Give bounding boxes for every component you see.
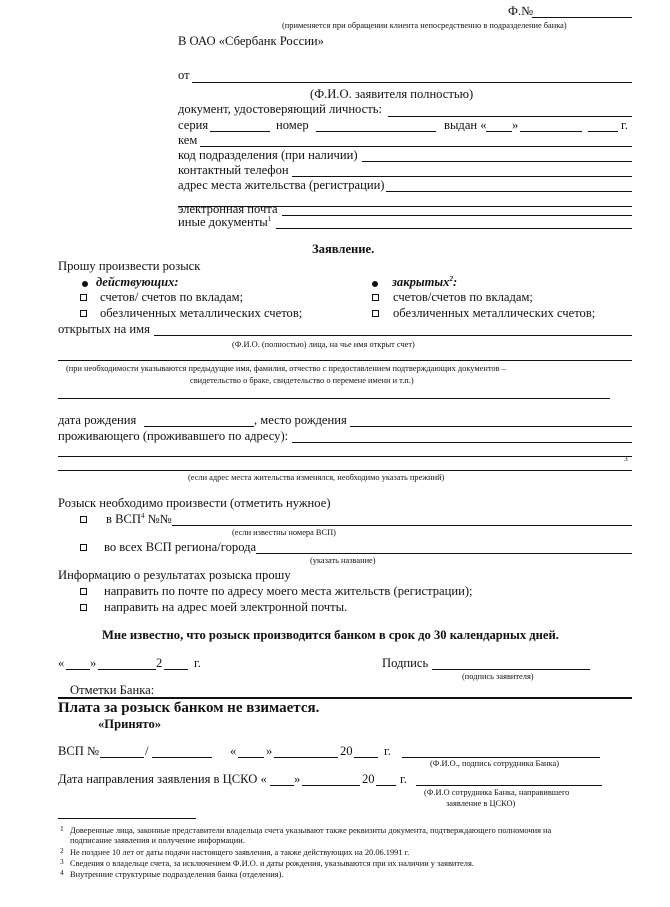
bullet-closed-icon [372, 281, 378, 287]
dept-code-label: код подразделения (при наличии) [178, 148, 358, 162]
bank-marks-label: Отметки Банка: [70, 683, 155, 697]
address-line-1 [386, 191, 632, 192]
sent-q-close: » [294, 772, 301, 786]
by-whom-label: кем [178, 133, 198, 147]
applies-note: (применяется при обращении клиента непосредственно в подразделение банка) [282, 21, 567, 30]
employee-hint: (Ф.И.О., подпись сотрудника Банка) [430, 759, 559, 768]
checkbox-all-vsp[interactable] [80, 544, 87, 551]
search-where-label: Розыск необходимо произвести (отметить нужное) [58, 496, 331, 510]
address-changed-hint: (если адрес места жительства изменялся, необходимо указать прежний) [188, 473, 445, 482]
issued-year-line [588, 131, 618, 132]
birth-date-label: дата рождения [58, 413, 137, 427]
sender-hint-1: (Ф.И.О сотрудника Банка, направившего [424, 788, 570, 797]
name-hint: (указать название) [310, 556, 376, 565]
accept-year-line [354, 757, 378, 758]
vsp-numbers-line [172, 525, 632, 526]
date-day-line [66, 669, 90, 670]
vsp-no-label: ВСП № [58, 744, 100, 758]
sent-day-line [270, 785, 294, 786]
dept-code-line [362, 161, 632, 162]
prev-name-line [58, 360, 632, 361]
checkbox-closed-accounts[interactable] [372, 294, 379, 301]
checkbox-active-metal[interactable] [80, 310, 87, 317]
from-line [192, 82, 632, 83]
address-label: адрес места жительства (регистрации) [178, 178, 385, 192]
checkbox-by-email[interactable] [80, 604, 87, 611]
accept-month-line [274, 757, 338, 758]
signature-label: Подпись [382, 656, 429, 670]
change-note-1: (при необходимости указываются предыдущие имя, фамилия, отчество с предоставлением подтверждающих документов – [66, 364, 506, 373]
active-label: действующих: [96, 275, 179, 289]
footnote-ref-3: 3 [624, 454, 628, 463]
by-mail-label: направить по почте по адресу моего места жительств (регистрации); [104, 584, 473, 598]
date-close-quote: » [90, 656, 97, 670]
checkbox-closed-metal[interactable] [372, 310, 379, 317]
accept-day-line [238, 757, 264, 758]
footnote-3-num: 3 [60, 857, 64, 866]
from-label: от [178, 68, 190, 82]
checkbox-active-accounts[interactable] [80, 294, 87, 301]
closed-metal-label: обезличенных металлических счетов; [393, 306, 596, 320]
footnote-2-num: 2 [60, 846, 64, 855]
email-line [282, 215, 632, 216]
accept-year-20: 20 [340, 744, 353, 758]
phone-label: контактный телефон [178, 163, 289, 177]
sent-date-label: Дата направления заявления в ЦСКО « [58, 772, 267, 786]
vsp-slash: / [145, 744, 149, 758]
footnote-1: Доверенные лица, законные представители владельца счета указывают также реквизиты документа, подтверждающего полномочия на [70, 826, 552, 835]
opened-in-name-label: открытых на имя [58, 322, 150, 336]
footnote-1-num: 1 [60, 824, 64, 833]
request-label: Прошу произвести розыск [58, 259, 201, 273]
active-accounts-label: счетов/ счетов по вкладам; [100, 290, 244, 304]
active-metal-label: обезличенных металлических счетов; [100, 306, 303, 320]
employee-line [402, 757, 600, 758]
footnote-4-num: 4 [60, 868, 64, 877]
other-docs-line [276, 228, 632, 229]
spacer-line [178, 64, 632, 65]
vsp-hint: (если известны номера ВСП) [232, 528, 336, 537]
series-line [210, 131, 270, 132]
number-line [316, 131, 436, 132]
date-year-2: 2 [156, 656, 163, 670]
accept-q-close: » [266, 744, 273, 758]
closed-label: закрытых$^2$: [392, 275, 458, 290]
birth-place-label: , место рождения [254, 413, 347, 427]
issued-label: выдан « [444, 118, 487, 132]
footnote-1-cont: подписание заявления и получение информации. [70, 836, 245, 845]
holder-line [154, 335, 632, 336]
change-note-2: свидетельство о браке, свидетельство о перемене имени и т.п.) [190, 376, 414, 385]
by-whom-line [200, 146, 632, 147]
email-label: электронная почта [178, 202, 278, 216]
residing-line-2 [58, 456, 632, 457]
in-vsp-label: в ВСП$^4$ №№ [106, 512, 172, 527]
date-open-quote: « [58, 656, 65, 670]
sent-month-line [302, 785, 360, 786]
footnote-4: Внутренние структурные подразделения банка (отделения). [70, 870, 284, 879]
series-label: серия [178, 118, 209, 132]
date-year-line [164, 669, 188, 670]
region-line [256, 553, 632, 554]
bank-name: В ОАО «Сбербанк России» [178, 34, 324, 48]
all-vsp-label: во всех ВСП региона/города [104, 540, 257, 554]
sender-hint-2: заявление в ЦСКО) [446, 799, 516, 808]
accept-q-open: « [230, 744, 237, 758]
issued-year-g: г. [621, 118, 628, 132]
free-of-charge: Плата за розыск банком не взимается. [58, 700, 320, 716]
residing-label: проживающего (проживавшего по адресу): [58, 429, 289, 443]
accepted-label: «Принято» [98, 717, 162, 731]
vsp-no-line [100, 757, 144, 758]
date-month-line [98, 669, 156, 670]
number-label: номер [276, 118, 309, 132]
info-label: Информацию о результатах розыска прошу [58, 568, 291, 582]
signature-hint: (подпись заявителя) [462, 672, 534, 681]
accept-year-g: г. [384, 744, 391, 758]
doc-id-label: документ, удостоверяющий личность: [178, 102, 383, 116]
footnote-separator [58, 818, 196, 819]
residing-line-3 [58, 470, 632, 471]
checkbox-in-vsp[interactable] [80, 516, 87, 523]
issued-day-line [486, 131, 512, 132]
doc-id-line [388, 116, 632, 117]
vsp-sub-line [152, 757, 212, 758]
birth-place-line [350, 426, 632, 427]
checkbox-by-mail[interactable] [80, 588, 87, 595]
residing-line-1 [292, 442, 632, 443]
fio-hint: (Ф.И.О. заявителя полностью) [310, 87, 474, 101]
bullet-active-icon [82, 281, 88, 287]
signature-line [432, 669, 590, 670]
closed-accounts-label: счетов/счетов по вкладам; [393, 290, 533, 304]
footnote-3: Сведения о владельце счета, за исключением Ф.И.О. и даты рождения, указываются при их наличии у заявителя. [70, 859, 474, 868]
form-number-label: Ф.№ [508, 4, 534, 18]
birth-date-line [144, 426, 254, 427]
date-year-g: г. [194, 656, 201, 670]
prev-name-line-2 [58, 398, 610, 399]
by-email-label: направить на адрес моей электронной почты. [104, 600, 348, 614]
bank-marks-rule [58, 697, 632, 699]
footnote-2: Не позднее 10 лет от даты подачи настоящего заявления, а также действующих на 20.06.1991 г. [70, 848, 410, 857]
holder-hint: (Ф.И.О. (полностью) лица, на чье имя открыт счет) [232, 340, 415, 349]
issued-quote: » [512, 118, 519, 132]
phone-line [292, 176, 632, 177]
form-number-line [532, 17, 632, 18]
sent-year-20: 20 [362, 772, 375, 786]
sent-year-g: г. [400, 772, 407, 786]
issued-month-line [520, 131, 582, 132]
term-note: Мне известно, что розыск производится банком в срок до 30 календарных дней. [102, 628, 559, 642]
sender-line [416, 785, 602, 786]
sent-year-line [376, 785, 396, 786]
statement-title: Заявление. [312, 242, 375, 256]
other-docs-label: иные документы$^1$ [178, 215, 272, 230]
